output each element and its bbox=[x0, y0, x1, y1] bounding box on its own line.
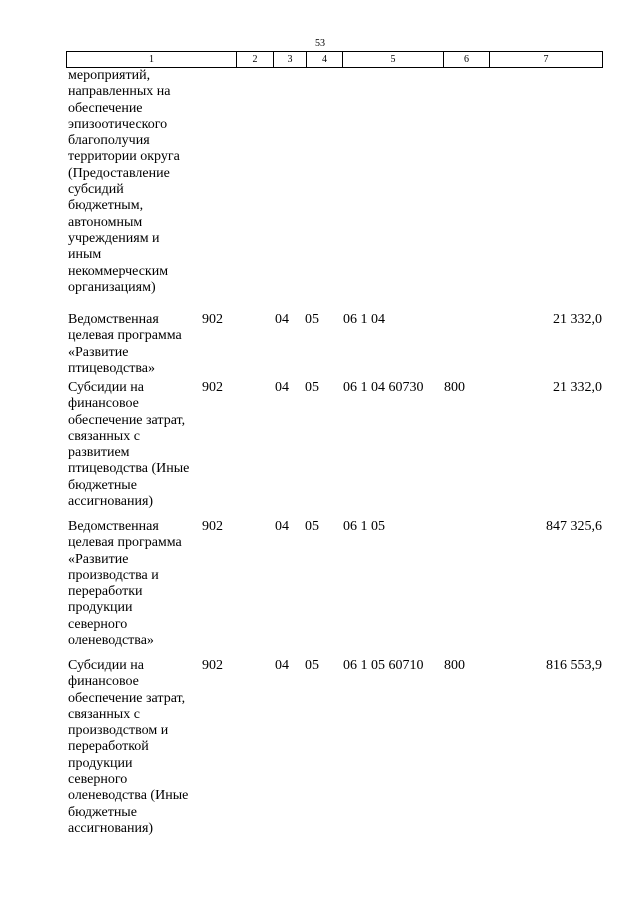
row-section: 04 bbox=[275, 312, 289, 327]
column-header-table bbox=[66, 51, 603, 68]
table-row bbox=[0, 519, 640, 658]
column-header-4: 4 bbox=[307, 52, 343, 68]
column-header-7: 7 bbox=[490, 52, 603, 68]
row-name: Субсидии на финансовое обеспечение затрат, связанных с развитием птицеводства (Иные бюджетные ассигнования) bbox=[68, 380, 190, 510]
page-number: 53 bbox=[315, 38, 325, 49]
column-header-1: 1 bbox=[67, 52, 237, 68]
row-target-article: 06 1 04 bbox=[343, 312, 385, 327]
row-admin-code: 902 bbox=[202, 658, 223, 673]
row-name: Субсидии на финансовое обеспечение затрат, связанных с производством и переработкой продукции северного оленеводства (Иные бюджетные ассигнования) bbox=[68, 658, 189, 836]
row-amount: 21 332,0 bbox=[553, 312, 602, 327]
row-admin-code: 902 bbox=[202, 519, 223, 534]
row-admin-code: 902 bbox=[202, 312, 223, 327]
column-header-5: 5 bbox=[343, 52, 444, 68]
row-name: Ведомственная целевая программа «Развитие птицеводства» bbox=[68, 312, 182, 376]
row-subsection: 05 bbox=[305, 658, 319, 673]
row-target-article: 06 1 05 bbox=[343, 519, 385, 534]
row-expense-type: 800 bbox=[444, 658, 465, 673]
table-row bbox=[0, 380, 640, 519]
table-row bbox=[0, 312, 640, 380]
row-target-article: 06 1 04 60730 bbox=[343, 380, 424, 395]
row-amount: 847 325,6 bbox=[546, 519, 602, 534]
column-header-3: 3 bbox=[274, 52, 307, 68]
row-section: 04 bbox=[275, 658, 289, 673]
column-header-row bbox=[67, 52, 603, 68]
row-amount: 816 553,9 bbox=[546, 658, 602, 673]
row-subsection: 05 bbox=[305, 380, 319, 395]
column-header-2: 2 bbox=[237, 52, 274, 68]
row-target-article: 06 1 05 60710 bbox=[343, 658, 424, 673]
row-name: Ведомственная целевая программа «Развитие производства и переработки продукции северного оленеводства» bbox=[68, 519, 182, 649]
table-row bbox=[0, 658, 640, 848]
table-row bbox=[0, 68, 640, 312]
row-subsection: 05 bbox=[305, 312, 319, 327]
row-expense-type: 800 bbox=[444, 380, 465, 395]
row-section: 04 bbox=[275, 519, 289, 534]
row-amount: 21 332,0 bbox=[553, 380, 602, 395]
row-section: 04 bbox=[275, 380, 289, 395]
row-subsection: 05 bbox=[305, 519, 319, 534]
row-admin-code: 902 bbox=[202, 380, 223, 395]
table-body bbox=[0, 68, 640, 848]
column-header-6: 6 bbox=[444, 52, 490, 68]
row-name: мероприятий, направленных на обеспечение эпизоотического благополучия территории округа (Предоставление субсидий бюджетным, автономным учреждениям и иным некоммерческим организациям) bbox=[68, 68, 180, 295]
